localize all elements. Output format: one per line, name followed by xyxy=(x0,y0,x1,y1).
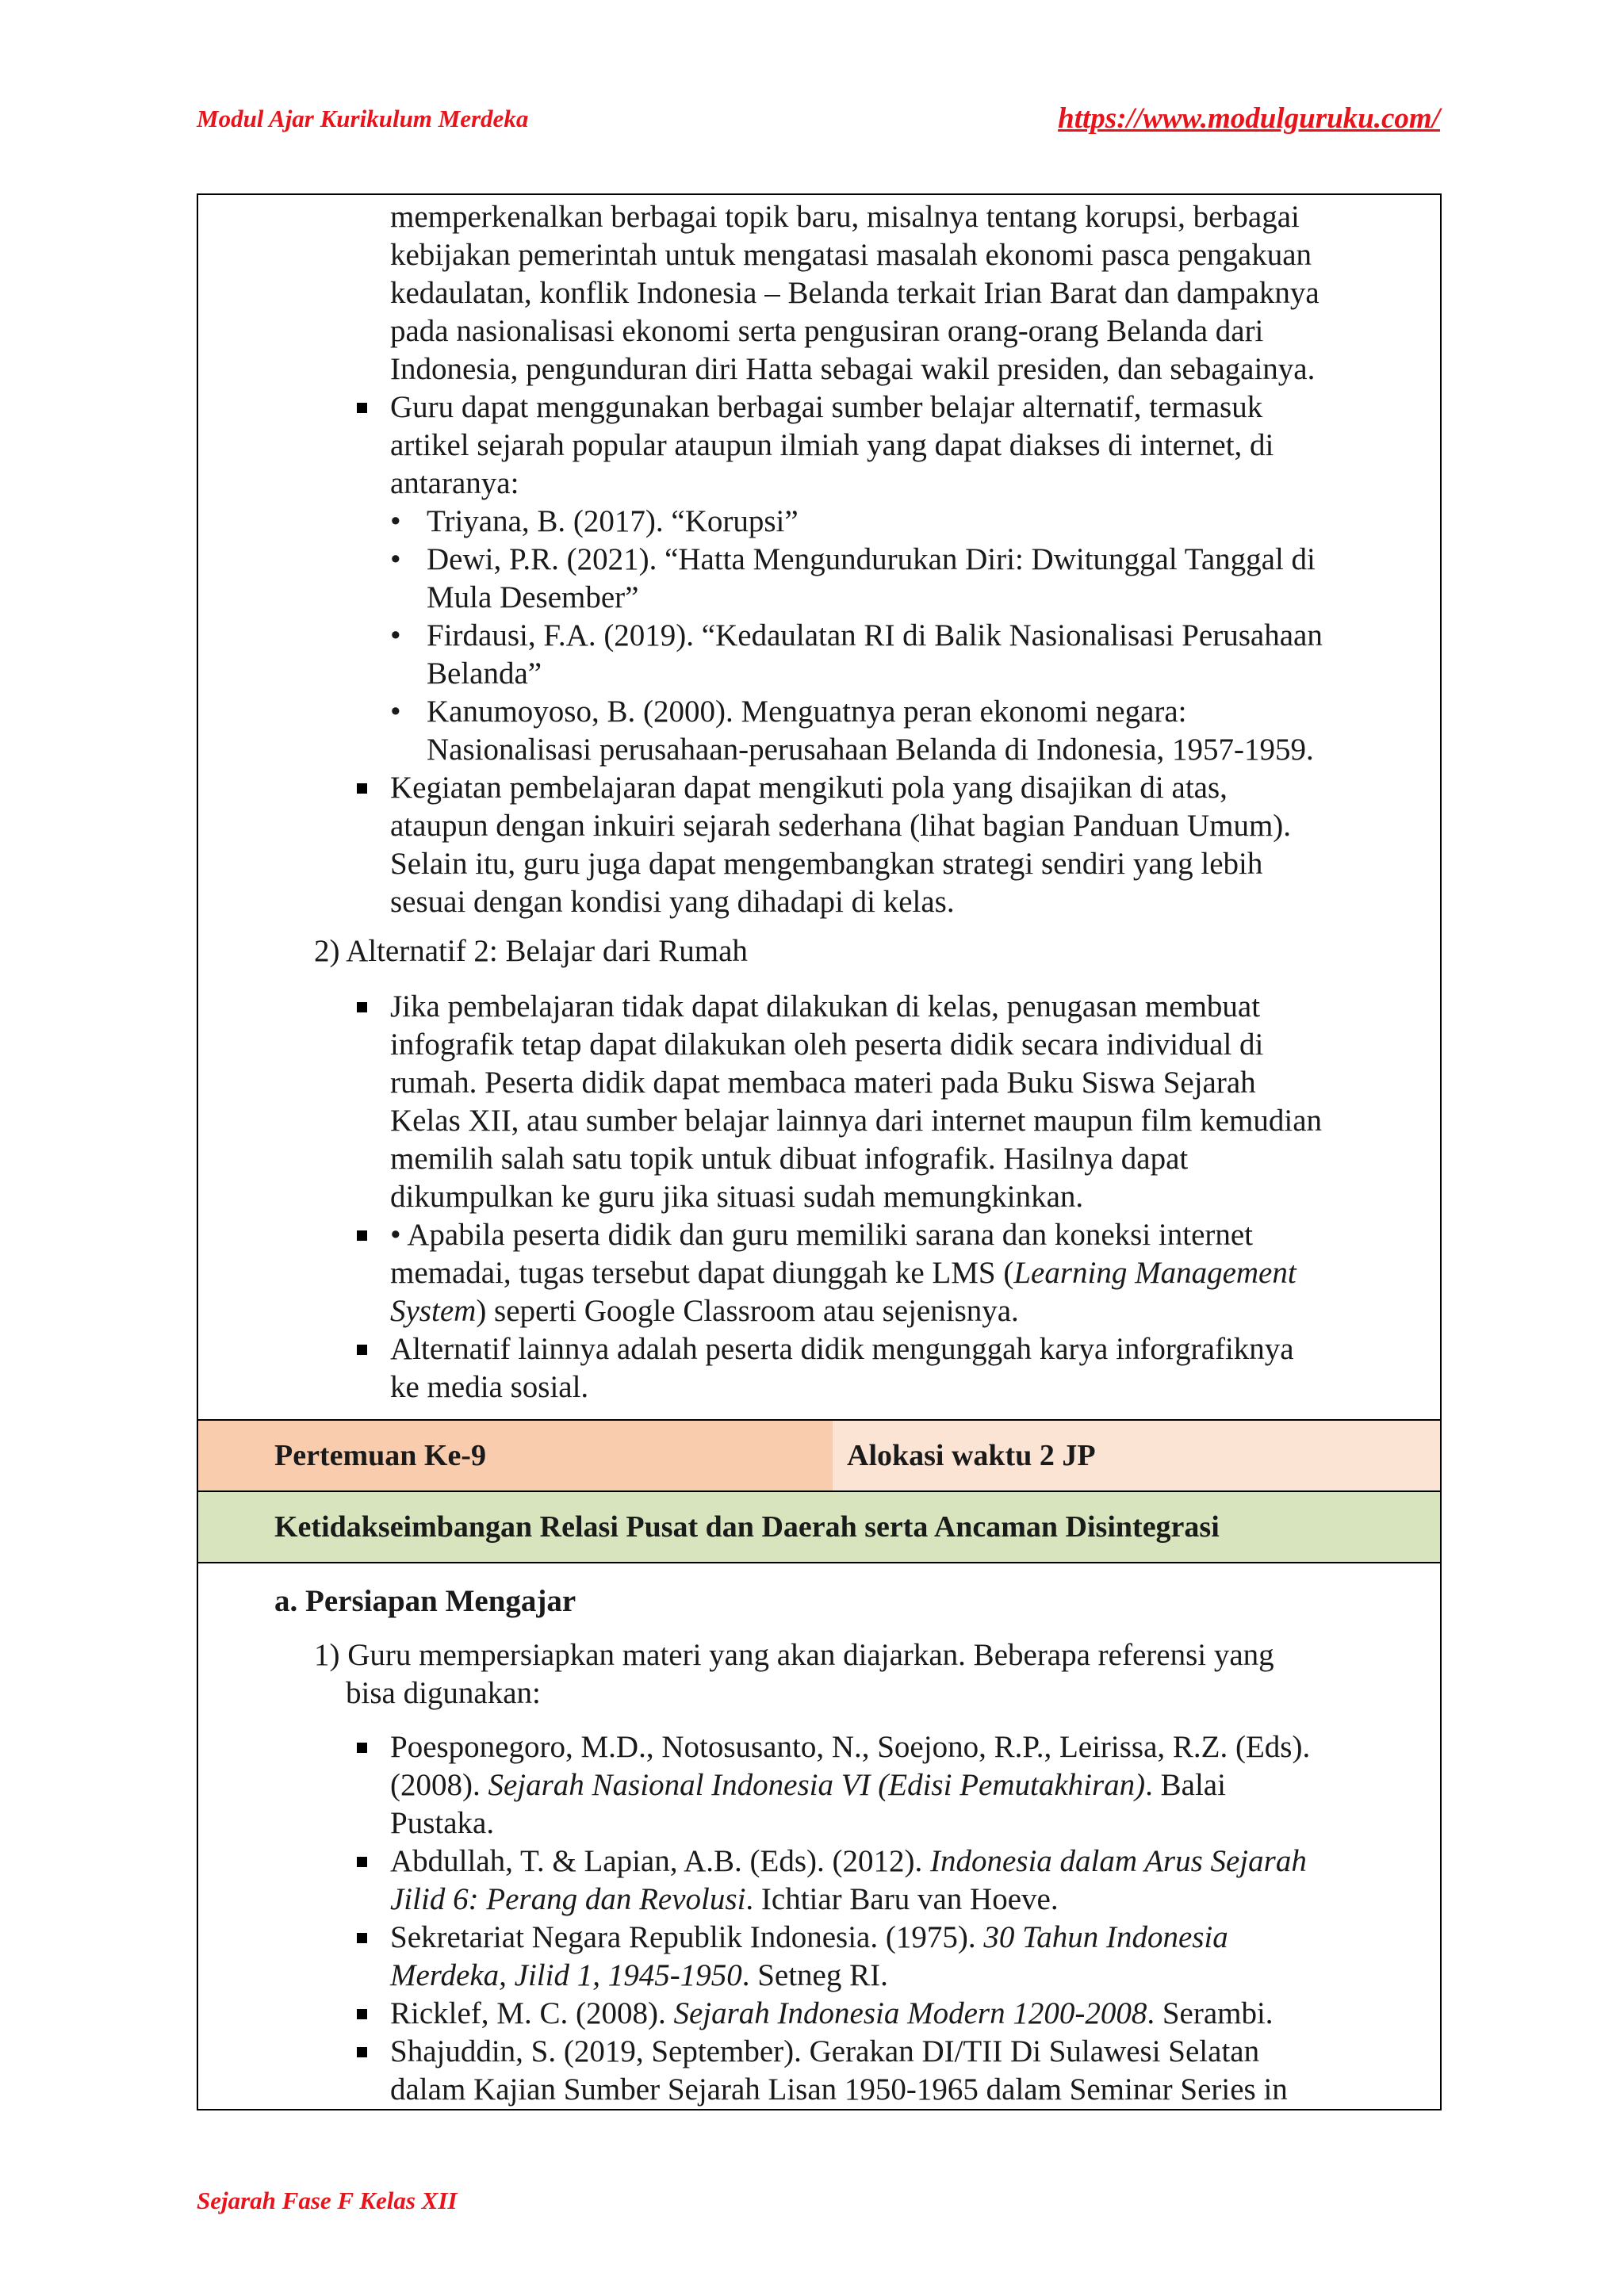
italic-text-run: Indonesia dalam Arus Sejarah xyxy=(929,1844,1307,1878)
reference-item xyxy=(390,1881,1059,1919)
text-run: Ricklef, M. C. (2008). xyxy=(390,1996,674,2030)
header-website-link[interactable]: https://www.modulguruku.com/ xyxy=(1058,102,1440,135)
header-module-title: Modul Ajar Kurikulum Merdeka xyxy=(197,105,529,132)
text-run: Abdullah, T. & Lapian, A.B. (Eds). (2012). xyxy=(390,1844,930,1878)
italic-text-run: 30 Tahun Indonesia xyxy=(983,1920,1228,1954)
square-bullet-icon xyxy=(357,1002,367,1012)
square-bullet-icon xyxy=(357,1743,367,1753)
italic-text-run: Sejarah Indonesia Modern 1200-2008 xyxy=(673,1996,1147,2030)
italic-text-run: Merdeka, Jilid 1, 1945-1950 xyxy=(390,1958,742,1992)
intro-line: Indonesia, pengunduran diri Hatta sebagai wakil presiden, dan sebagainya. xyxy=(390,352,1316,386)
reference-item xyxy=(390,1957,888,1995)
reference-item: Kanumoyoso, B. (2000). Menguatnya peran ekonomi negara: xyxy=(427,695,1187,729)
bullet-text: Jika pembelajaran tidak dapat dilakukan di kelas, penugasan membuat xyxy=(390,989,1261,1024)
row-divider xyxy=(198,1562,1440,1563)
italic-text-run: System xyxy=(390,1294,477,1328)
prep-heading: a. Persiapan Mengajar xyxy=(274,1584,576,1618)
round-bullet-icon: • xyxy=(390,542,401,576)
reference-item: Firdausi, F.A. (2019). “Kedaulatan RI di Balik Nasionalisasi Perusahaan xyxy=(427,618,1323,652)
bullet-text: Alternatif lainnya adalah peserta didik mengunggah karya inforgrafiknya xyxy=(390,1332,1294,1366)
bullet-text: Kegiatan pembelajaran dapat mengikuti pola yang disajikan di atas, xyxy=(390,771,1228,805)
reference-item: dalam Kajian Sumber Sejarah Lisan 1950-1965 dalam Seminar Series in xyxy=(390,2072,1288,2107)
bullet-text: memilih salah satu topik untuk dibuat infografik. Hasilnya dapat xyxy=(390,1142,1189,1176)
reference-item: Belanda” xyxy=(427,656,542,691)
footer-subject: Sejarah Fase F Kelas XII xyxy=(197,2187,458,2214)
text-run: memadai, tugas tersebut dapat diunggah ke LMS ( xyxy=(390,1256,1014,1290)
square-bullet-icon xyxy=(357,1230,367,1241)
alternatif-2-heading: 2) Alternatif 2: Belajar dari Rumah xyxy=(314,934,748,968)
intro-line: memperkenalkan berbagai topik baru, misalnya tentang korupsi, berbagai xyxy=(390,200,1300,234)
text-run: . Setneg RI. xyxy=(741,1958,888,1992)
square-bullet-icon xyxy=(357,2047,367,2057)
text-run: . Balai xyxy=(1145,1768,1226,1802)
reference-item xyxy=(390,1919,1228,1957)
prep-item: 1) Guru mempersiapkan materi yang akan diajarkan. Beberapa referensi yang xyxy=(314,1638,1274,1672)
square-bullet-icon xyxy=(357,403,367,413)
text-run: ) seperti Google Classroom atau sejenisnya. xyxy=(476,1294,1019,1328)
text-run: . Serambi. xyxy=(1147,1996,1274,2030)
bullet-text: ke media sosial. xyxy=(390,1370,589,1404)
topic-title: Ketidakseimbangan Relasi Pusat dan Daerah serta Ancaman Disintegrasi xyxy=(198,1492,1440,1562)
bullet-text: sesuai dengan kondisi yang dihadapi di kelas. xyxy=(390,885,955,919)
bullet-text: infografik tetap dapat dilakukan oleh peserta didik secara individual di xyxy=(390,1027,1264,1062)
topic-row xyxy=(198,1490,1440,1562)
time-allocation: Alokasi waktu 2 JP xyxy=(833,1421,1440,1490)
reference-item: Dewi, P.R. (2021). “Hatta Mengundurukan Diri: Dwitunggal Tanggal di xyxy=(427,542,1316,576)
reference-item: Triyana, B. (2017). “Korupsi” xyxy=(427,504,799,538)
reference-item: Pustaka. xyxy=(390,1806,495,1840)
italic-text-run: Sejarah Nasional Indonesia VI (Edisi Pemutakhiran) xyxy=(488,1768,1146,1802)
text-run: (2008). xyxy=(390,1768,488,1802)
intro-line: pada nasionalisasi ekonomi serta pengusiran orang-orang Belanda dari xyxy=(390,314,1264,348)
bullet-text: ataupun dengan inkuiri sejarah sederhana (lihat bagian Panduan Umum). xyxy=(390,809,1292,843)
reference-item xyxy=(390,1843,1307,1881)
bullet-text: dikumpulkan ke guru jika situasi sudah memungkinkan. xyxy=(390,1180,1084,1214)
bullet-text xyxy=(390,1292,1019,1330)
bullet-text: Kelas XII, atau sumber belajar lainnya dari internet maupun film kemudian xyxy=(390,1104,1323,1138)
content-table xyxy=(197,193,1442,2110)
intro-line: kedaulatan, konflik Indonesia – Belanda terkait Irian Barat dan dampaknya xyxy=(390,276,1320,310)
prep-item: bisa digunakan: xyxy=(346,1676,541,1710)
reference-item: Poesponegoro, M.D., Notosusanto, N., Soejono, R.P., Leirissa, R.Z. (Eds). xyxy=(390,1730,1311,1764)
round-bullet-icon: • xyxy=(390,618,401,652)
reference-item: Shajuddin, S. (2019, September). Gerakan DI/TII Di Sulawesi Selatan xyxy=(390,2034,1260,2068)
bullet-text: artikel sejarah popular ataupun ilmiah yang dapat diakses di internet, di xyxy=(390,428,1274,462)
reference-item xyxy=(390,1995,1274,2033)
round-bullet-icon: • xyxy=(390,504,401,538)
square-bullet-icon xyxy=(357,1345,367,1355)
bullet-text: antaranya: xyxy=(390,466,519,500)
text-run: . Ichtiar Baru van Hoeve. xyxy=(745,1882,1059,1916)
italic-text-run: Jilid 6: Perang dan Revolusi xyxy=(390,1882,746,1916)
square-bullet-icon xyxy=(357,783,367,794)
bullet-text: • Apabila peserta didik dan guru memiliki sarana dan koneksi internet xyxy=(390,1218,1254,1252)
bullet-text xyxy=(390,1254,1297,1292)
square-bullet-icon xyxy=(357,1857,367,1867)
italic-text-run: Learning Management xyxy=(1013,1256,1297,1290)
intro-line: kebijakan pemerintah untuk mengatasi masalah ekonomi pasca pengakuan xyxy=(390,238,1312,272)
reference-item: Nasionalisasi perusahaan-perusahaan Belanda di Indonesia, 1957-1959. xyxy=(427,733,1314,767)
reference-item: Mula Desember” xyxy=(427,580,639,614)
text-run: Sekretariat Negara Republik Indonesia. (1975). xyxy=(390,1920,984,1954)
bullet-text: Selain itu, guru juga dapat mengembangkan strategi sendiri yang lebih xyxy=(390,847,1263,881)
square-bullet-icon xyxy=(357,2009,367,2019)
square-bullet-icon xyxy=(357,1933,367,1943)
meeting-row xyxy=(198,1419,1440,1490)
bullet-text: Guru dapat menggunakan berbagai sumber belajar alternatif, termasuk xyxy=(390,390,1263,424)
meeting-label: Pertemuan Ke-9 xyxy=(198,1421,833,1490)
round-bullet-icon: • xyxy=(390,695,401,729)
reference-item xyxy=(390,1766,1226,1804)
bullet-text: rumah. Peserta didik dapat membaca materi pada Buku Siswa Sejarah xyxy=(390,1066,1256,1100)
